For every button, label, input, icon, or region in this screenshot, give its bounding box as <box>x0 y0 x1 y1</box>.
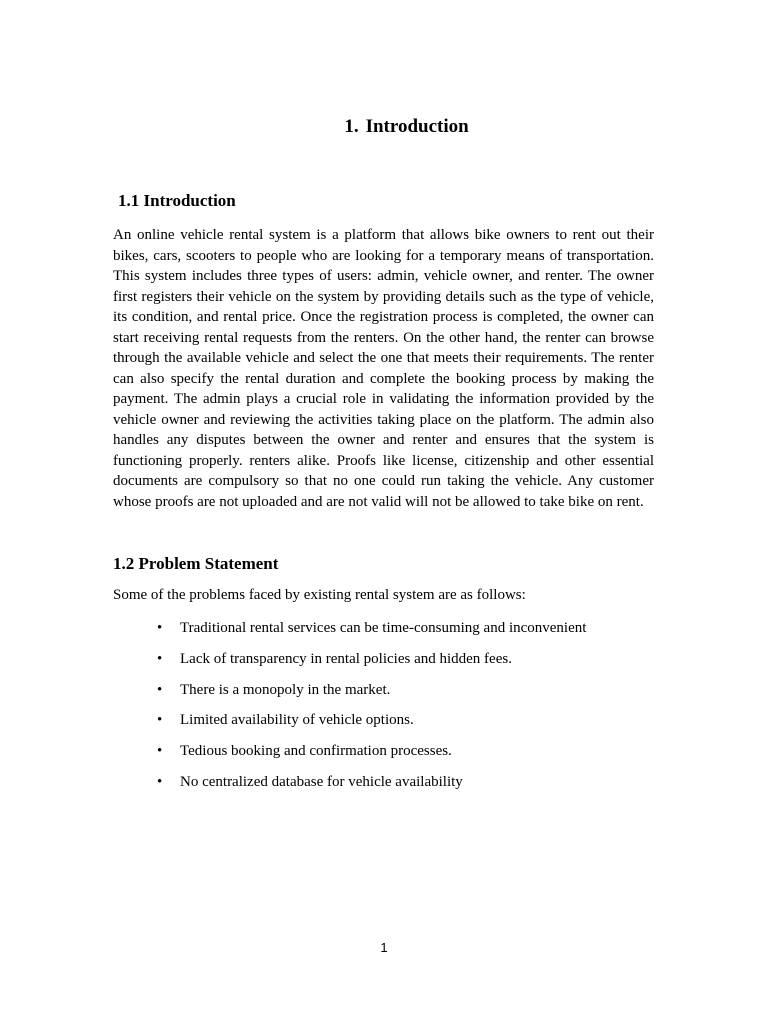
section-heading-problem-statement: 1.2 Problem Statement <box>113 554 279 573</box>
bullet-icon: • <box>157 712 163 729</box>
list-item-text: Traditional rental services can be time-consuming and inconvenient <box>180 620 587 636</box>
bullet-icon: • <box>157 650 163 667</box>
chapter-number: 1. <box>344 116 359 137</box>
problem-statement-lead: Some of the problems faced by existing rental system are as follows: <box>113 587 526 603</box>
list-item-text: Lack of transparency in rental policies and hidden fees. <box>180 650 512 667</box>
section-heading-introduction: 1.1 Introduction <box>118 191 236 210</box>
list-item-text: There is a monopoly in the market. <box>180 681 391 698</box>
list-item-text: No centralized database for vehicle availability <box>180 773 463 790</box>
bullet-icon: • <box>157 743 163 760</box>
list-item-text: Limited availability of vehicle options. <box>180 712 414 729</box>
list-item-text: Tedious booking and confirmation processes. <box>180 743 452 760</box>
chapter-title <box>0 116 768 138</box>
introduction-paragraph: An online vehicle rental system is a platform that allows bike owners to rent out their bikes, cars, scooters to people who are looking for a temporary means of transportation. This system includes three types of users: admin, vehicle owner, and renter. The owner first registers their vehicle on the system by providing details such as the type of vehicle, its condition, and rental price. Once the registration process is completed, the owner can start receiving rental requests from the renters. On the other hand, the renter can browse through the available vehicle and select the one that meets their requirements. The renter can also specify the rental duration and complete the booking process by making the payment. The admin plays a crucial role in validating the information provided by the vehicle owner and reviewing the activities taking place on the platform. The admin also handles any disputes between the owner and renter and ensures that the system is functioning properly. renters alike. Proofs like license, citizenship and other essential documents are compulsory so that no one could run taking the vehicle. Any customer whose proofs are not uploaded and are not valid will not be allowed to take bike on rent. <box>113 227 654 510</box>
bullet-icon: • <box>157 681 163 698</box>
bullet-icon: • <box>157 620 163 636</box>
page-number: 1 <box>380 940 388 955</box>
bullet-icon: • <box>157 773 163 790</box>
chapter-title-text: Introduction <box>365 116 469 137</box>
